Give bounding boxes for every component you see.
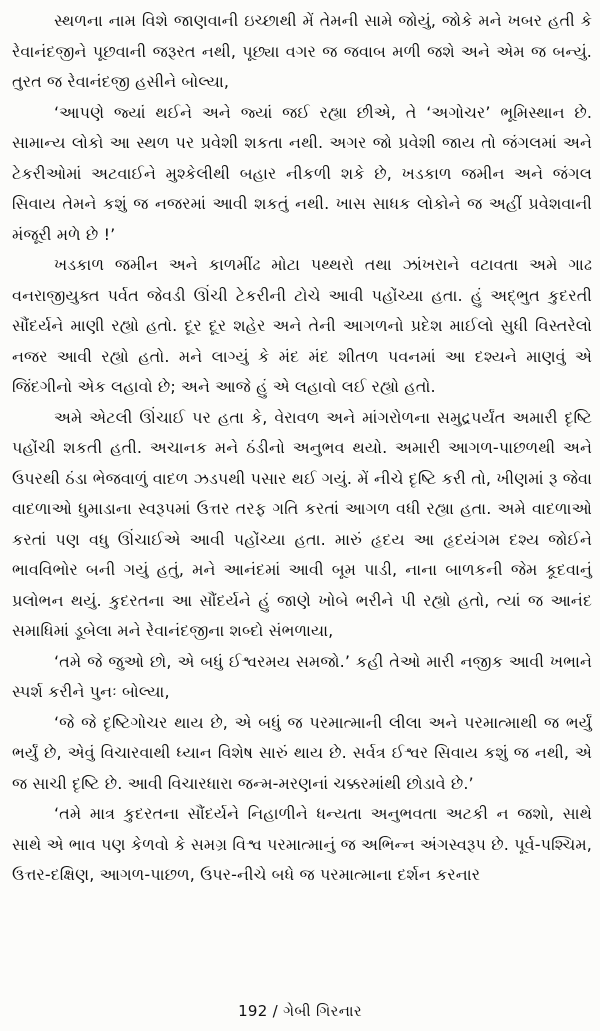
page-footer: 192 / ગેબી ગિરનાર bbox=[238, 1002, 362, 1020]
page-body bbox=[12, 6, 592, 891]
paragraph: ‘તમે માત્ર કુદરતના સૌંદર્યને નિહાળીને ધન્યતા અનુભવતા અટકી ન જશો, સાથે સાથે એ ભાવ પણ કેળવો કે સમગ્ર વિશ્વ પરમાત્માનું જ અભિન્ન અંગસ્વરૂપ છે. પૂર્વ-પશ્ચિમ, ઉત્તર-દક્ષિણ, આગળ-પાછળ, ઉપર-નીચે બધે જ પરમાત્માના દર્શન કરનાર bbox=[12, 804, 592, 884]
paragraph: અમે એટલી ઊંચાઈ પર હતા કે, વેરાવળ અને માંગરોળના સમુદ્રપર્યંત અમારી દૃષ્ટિ પહોંચી શકતી હતી. અચાનક મને ઠંડીનો અનુભવ થયો. અમારી આગળ-પાછળથી અને ઉપરથી ઠંડા ભેજવાળું વાદળ ઝડપથી પસાર થઈ ગયું. મેં નીચે દૃષ્ટિ કરી તો, ખીણમાં રૂ જેવા વાદળાઓ ધુમાડાના સ્વરૂપમાં ઉત્તર તરફ ગતિ કરતાં આગળ વધી રહ્યા હતા. અમે વાદળાઓ કરતાં પણ વધુ ઊંચાઈએ આવી પહોંચ્યા હતા. મારું હૃદય આ હૃદયંગમ દશ્ય જોઈને ભાવવિભોર બની ગયું હતું, મને આનંદમાં આવી બૂમ પાડી, નાના બાળકની જેમ કૂદવાનું પ્રલોભન થયું. કુદરતના આ સૌંદર્યને હું જાણે ખોબે ભરીને પી રહ્યો હતો, ત્યાં જ આનંદ સમાધિમાં ડૂબેલા મને રેવાનંદજીના શબ્દો સંભળાયા, bbox=[12, 407, 592, 640]
paragraph: ‘તમે જે જુઓ છો, એ બધું ઈશ્વરમય સમજો.’ કહી તેઓ મારી નજીક આવી ખભાને સ્પર્શ કરીને પુનઃ બોલ્યા, bbox=[12, 651, 592, 701]
paragraph: ‘જે જે દૃષ્ટિગોચર થાય છે, એ બધું જ પરમાત્માની લીલા અને પરમાત્માથી જ ભર્યું ભર્યું છે, એવું વિચારવાથી ધ્યાન વિશેષ સારું થાય છે. સર્વત્ર ઈશ્વર સિવાય કશું જ નથી, એ જ સાચી દૃષ્ટિ છે. આવી વિચારધારા જન્મ-મરણનાં ચક્કરમાંથી છોડાવે છે.’ bbox=[12, 712, 592, 793]
paragraph: સ્થળના નામ વિશે જાણવાની ઇચ્છાથી મેં તેમની સામે જોયું, જોકે મને ખબર હતી કે રેવાનંદજીને પૂછવાની જરૂરત નથી, પૂછ્યા વગર જ જવાબ મળી જશે અને એમ જ બન્યું. તુરત જ રેવાનંદજી હસીને બોલ્યા, bbox=[12, 11, 592, 91]
paragraph: ‘આપણે જ્યાં થઈને અને જ્યાં જઈ રહ્યા છીએ, તે ‘અગોચર’ ભૂમિસ્થાન છે. સામાન્ય લોકો આ સ્થળ પર પ્રવેશી શકતા નથી. અગર જો પ્રવેશી જાય તો જંગલમાં અને ટેકરીઓમાં અટવાઈને મુશ્કેલીથી બહાર નીકળી શકે છે, ખડકાળ જમીન અને જંગલ સિવાય તેમને કશું જ નજરમાં આવી શકતું નથી. ખાસ સાધક લોકોને જ અહીં પ્રવેશવાની મંજૂરી મળે છે !’ bbox=[12, 102, 592, 244]
paragraph: ખડકાળ જમીન અને કાળમીંઢ મોટા પથ્થરો તથા ઝાંખરાને વટાવતા અમે ગાઢ વનરાજીયુક્ત પર્વત જેવડી ઊંચી ટેકરીની ટોચે આવી પહોંચ્યા હતા. હું અદ્‌ભુત કુદરતી સૌંદર્યને માણી રહ્યો હતો. દૂર દૂર શહેર અને તેની આગળનો પ્રદેશ માઈલો સુધી વિસ્તરેલો નજર આવી રહ્યો હતો. મને લાગ્યું કે મંદ મંદ શીતળ પવનમાં આ દશ્યને માણવું એ જિંદગીનો એક લહાવો છે; અને આજે હું એ લહાવો લઈ રહ્યો હતો. bbox=[12, 255, 592, 396]
